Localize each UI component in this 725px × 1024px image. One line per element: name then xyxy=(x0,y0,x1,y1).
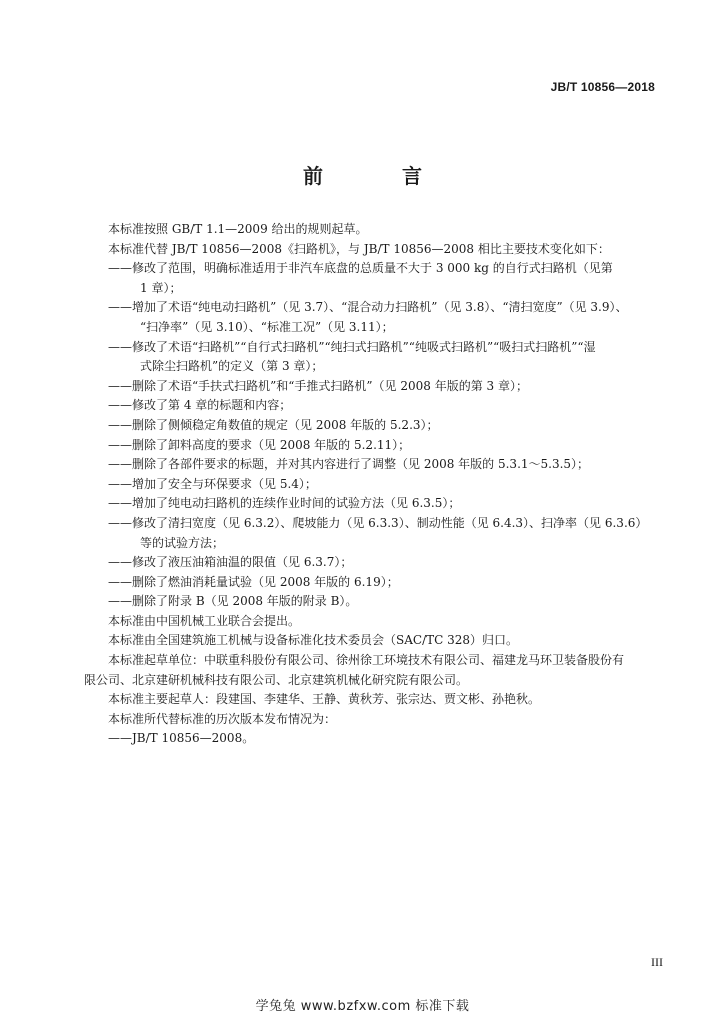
list-item-scope: ——修改了范围，明确标准适用于非汽车底盘的总质量不大于 3 000 kg 的自行式扫路机（见第 xyxy=(108,261,613,276)
list-item-fuel-test: ——删除了燃油消耗量试验（见 2008 年版的 6.19）； xyxy=(108,574,399,589)
watermark-text: 学兔兔 www.bzfxw.com 标准下载 xyxy=(255,999,470,1014)
paragraph-proposer: 本标准由中国机械工业联合会提出。 xyxy=(108,613,301,628)
list-item-terms-added: ——增加了术语“纯电动扫路机”（见 3.7）、“混合动力扫路机”（见 3.8）、“清扫宽度”（见 3.9）、 xyxy=(108,300,628,315)
list-item-tilt-angle: ——删除了侧倾稳定角数值的规定（见 2008 年版的 5.2.3）； xyxy=(108,417,439,432)
list-item-scope-continued: 1 章）； xyxy=(140,280,182,295)
list-item-history-version: ——JB/T 10856—2008。 xyxy=(108,731,255,746)
list-item-dump-height: ——删除了卸料高度的要求（见 2008 年版的 5.2.11）； xyxy=(108,437,411,452)
paragraph-drafting-rules: 本标准按照 GB/T 1.1—2009 给出的规则起草。 xyxy=(108,222,368,236)
foreword-body xyxy=(84,220,655,749)
standard-code: JB/T 10856—2018 xyxy=(550,80,655,94)
paragraph-drafting-units-continued: 限公司、北京建研机械科技有限公司、北京建筑机械化研究院有限公司。 xyxy=(84,672,469,687)
list-item-terms-modified-continued: 式除尘扫路机”的定义（第 3 章）； xyxy=(140,359,324,374)
paragraph-drafting-units: 本标准起草单位：中联重科股份有限公司、徐州徐工环境技术有限公司、福建龙马环卫装备股份有 xyxy=(108,653,625,668)
list-item-terms-added-continued: “扫净率”（见 3.10）、“标准工况”（见 3.11）； xyxy=(140,319,394,334)
paragraph-committee: 本标准由全国建筑施工机械与设备标准化技术委员会（SAC/TC 328）归口。 xyxy=(108,633,519,648)
list-item-chapter4: ——修改了第 4 章的标题和内容； xyxy=(108,398,292,413)
list-item-test-methods-continued: 等的试验方法； xyxy=(140,535,225,550)
paragraph-drafters: 本标准主要起草人：段建国、李建华、王静、黄秋芳、张宗达、贾文彬、孙艳秋。 xyxy=(108,692,541,707)
page-title: 前 言 xyxy=(303,164,458,188)
list-item-annex-b: ——删除了附录 B（见 2008 年版的附录 B）。 xyxy=(108,594,358,609)
list-item-terms-modified: ——修改了术语“扫路机”“自行式扫路机”“纯扫式扫路机”“纯吸式扫路机”“吸扫式扫路机”“湿 xyxy=(108,339,596,354)
list-item-ev-test: ——增加了纯电动扫路机的连续作业时间的试验方法（见 6.3.5）； xyxy=(108,496,461,511)
paragraph-replacement: 本标准代替 JB/T 10856—2008《扫路机》，与 JB/T 10856—2008 相比主要技术变化如下： xyxy=(108,241,610,256)
list-item-test-methods: ——修改了清扫宽度（见 6.3.2）、爬坡能力（见 6.3.3）、制动性能（见 6.4.3）、扫净率（见 6.3.6） xyxy=(108,515,648,530)
list-item-terms-deleted: ——删除了术语“手扶式扫路机”和“手推式扫路机”（见 2008 年版的第 3 章）； xyxy=(108,378,528,393)
list-item-component-titles: ——删除了各部件要求的标题，并对其内容进行了调整（见 2008 年版的 5.3.1～5.3.5）； xyxy=(108,457,590,472)
list-item-oil-temp: ——修改了液压油箱油温的限值（见 6.3.7）； xyxy=(108,555,353,570)
paragraph-history: 本标准所代替标准的历次版本发布情况为： xyxy=(108,711,337,726)
list-item-safety: ——增加了安全与环保要求（见 5.4）； xyxy=(108,476,317,491)
page-number: III xyxy=(651,955,663,969)
